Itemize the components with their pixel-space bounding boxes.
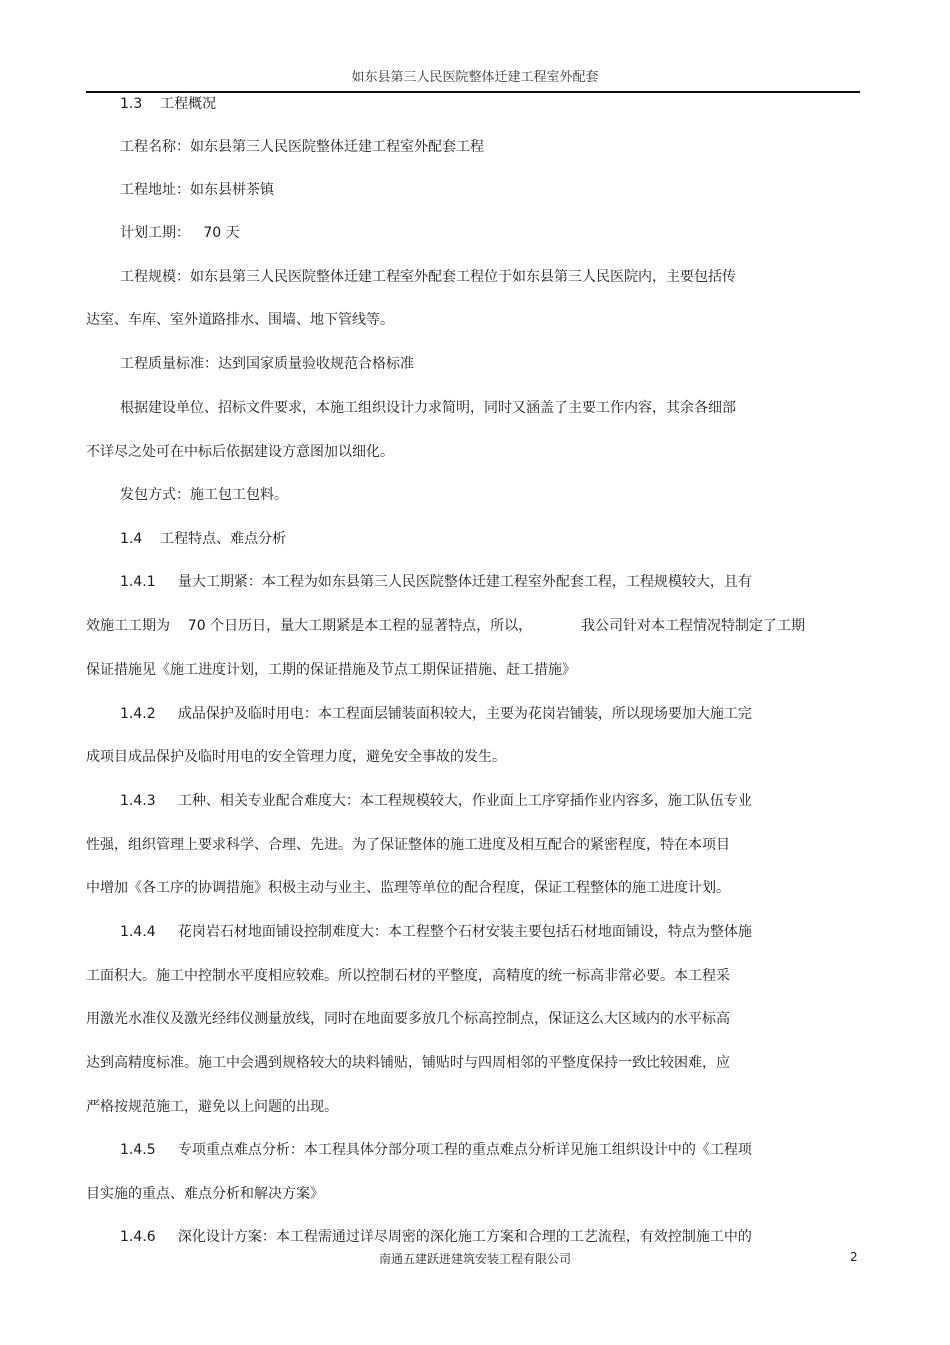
paragraph-line: 1.4.1 量大工期紧：本工程为如东县第三人民医院整体迁建工程室外配套工程，工程规模较大，且有 [120, 574, 752, 590]
project-name-line: 工程名称：如东县第三人民医院整体迁建工程室外配套工程 [120, 139, 484, 155]
paragraph-line: 效施工工期为 70 个日历日，量大工期紧是本工程的显著特点，所以， 我公司针对本工程情况特制定了工期 [86, 618, 806, 634]
paragraph-line: 工程质量标准：达到国家质量验收规范合格标准 [120, 356, 414, 372]
paragraph-line: 达室、车库、室外道路排水、围墙、地下管线等。 [86, 312, 394, 328]
section-heading-1-3: 1.3 工程概况 [120, 96, 217, 112]
paragraph-line: 达到高精度标准。施工中会遇到规格较大的块料铺贴，铺贴时与四周相邻的平整度保持一致比较困难，应 [86, 1055, 730, 1071]
paragraph-line: 中增加《各工序的协调措施》积极主动与业主、监理等单位的配合程度，保证工程整体的施工进度计划。 [86, 880, 730, 896]
paragraph-line: 1.4.2 成品保护及临时用电：本工程面层铺装面积较大，主要为花岗岩铺装，所以现场要加大施工完 [120, 706, 752, 722]
footer-company-name: 南通五建跃进建筑安装工程有限公司 [378, 1252, 571, 1266]
paragraph-line: 发包方式：施工包工包料。 [120, 487, 288, 503]
paragraph-line: 1.4.3 工种、相关专业配合难度大：本工程规模较大，作业面上工序穿插作业内容多，施工队伍专业 [120, 793, 752, 809]
project-address-line: 工程地址：如东县栟茶镇 [120, 182, 274, 198]
paragraph-line: 1.4.5 专项重点难点分析：本工程具体分部分项工程的重点难点分析详见施工组织设计中的《工程项 [120, 1142, 752, 1158]
paragraph-line: 保证措施见《施工进度计划，工期的保证措施及节点工期保证措施、赶工措施》 [86, 662, 576, 678]
paragraph-line: 成项目成品保护及临时用电的安全管理力度，避免安全事故的发生。 [86, 749, 506, 765]
page-header-title: 如东县第三人民医院整体迁建工程室外配套 [351, 70, 599, 85]
paragraph-line: 严格按规范施工，避免以上问题的出现。 [86, 1099, 338, 1115]
section-heading-1-4: 1.4 工程特点、难点分析 [120, 531, 287, 547]
paragraph-line: 工面积大。施工中控制水平度相应较难。所以控制石材的平整度，高精度的统一标高非常必要。本工程采 [86, 968, 730, 984]
paragraph-line: 性强，组织管理上要求科学、合理、先进。为了保证整体的施工进度及相互配合的紧密程度，特在本项目 [86, 837, 730, 853]
paragraph-line: 1.4.4 花岗岩石材地面铺设控制难度大：本工程整个石材安装主要包括石材地面铺设，特点为整体施 [120, 924, 752, 940]
header-divider [86, 91, 860, 93]
paragraph-line: 工程规模：如东县第三人民医院整体迁建工程室外配套工程位于如东县第三人民医院内，主要包括传 [120, 269, 736, 285]
paragraph-line: 目实施的重点、难点分析和解决方案》 [86, 1186, 324, 1202]
paragraph-line: 根据建设单位、招标文件要求，本施工组织设计力求简明，同时又涵盖了主要工作内容，其余各细部 [120, 400, 736, 416]
paragraph-line: 不详尽之处可在中标后依据建设方意图加以细化。 [86, 444, 394, 460]
paragraph-line: 1.4.6 深化设计方案：本工程需通过详尽周密的深化施工方案和合理的工艺流程，有效控制施工中的 [120, 1229, 752, 1245]
paragraph-line: 用激光水准仪及激光经纬仪测量放线，同时在地面要多放几个标高控制点，保证这么大区域内的水平标高 [86, 1011, 730, 1027]
planned-duration-line: 计划工期： 70 天 [120, 225, 240, 241]
page-number: 2 [850, 1250, 858, 1264]
